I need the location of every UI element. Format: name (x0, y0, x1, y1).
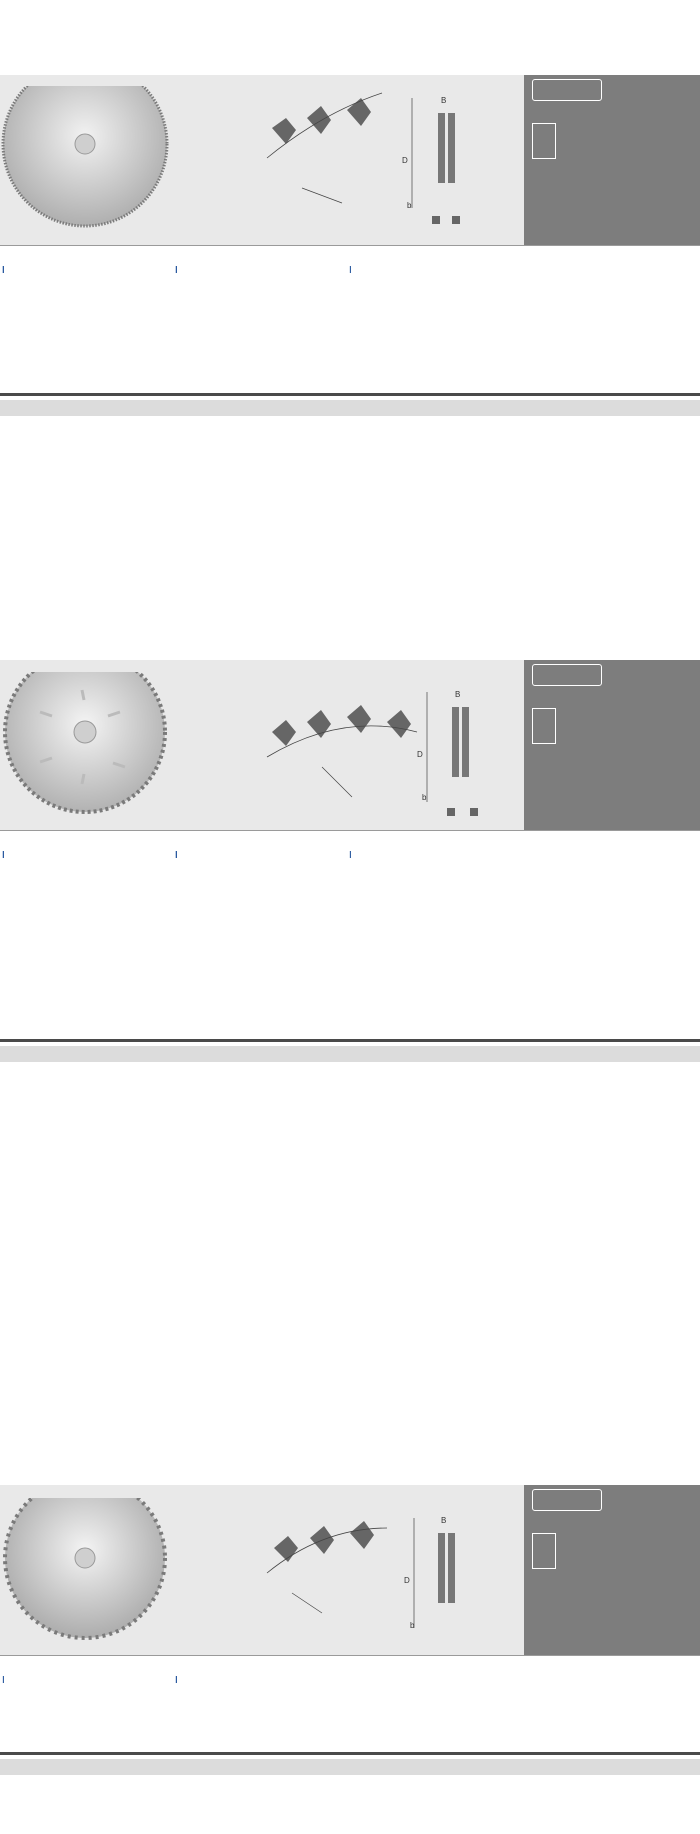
leuco-dur-logo (532, 708, 556, 744)
svg-text:D: D (404, 1576, 410, 1585)
saw-blade-image (0, 1498, 170, 1655)
table-header (0, 1046, 700, 1062)
svg-text:B: B (441, 1516, 447, 1525)
saw-blade-image (0, 86, 170, 246)
units-row (0, 1813, 700, 1825)
brand-panel (524, 660, 700, 830)
brand-panel (524, 1485, 700, 1655)
leuco-logo (532, 79, 602, 101)
svg-text:B: B (455, 690, 461, 699)
svg-text:b: b (410, 1621, 415, 1630)
svg-text:b: b (407, 201, 412, 210)
svg-text:B: B (441, 96, 447, 105)
tooth-drawing (262, 88, 522, 238)
leuco-logo (532, 1489, 602, 1511)
brand-panel (524, 75, 700, 245)
leuco-logo (532, 664, 602, 686)
table-header (0, 400, 700, 416)
units-row (0, 1386, 700, 1398)
saw-blade-image (0, 672, 170, 830)
table-header (0, 1759, 700, 1775)
units-row (0, 553, 700, 565)
svg-text:D: D (417, 750, 423, 759)
leuco-dur-logo (532, 1533, 556, 1569)
section-wsa-optimizing (0, 0, 700, 580)
svg-text:b: b (422, 793, 427, 802)
tooth-drawing (262, 672, 522, 827)
svg-text:D: D (402, 156, 408, 165)
tooth-drawing (262, 1498, 522, 1653)
leuco-dur-logo (532, 123, 556, 159)
